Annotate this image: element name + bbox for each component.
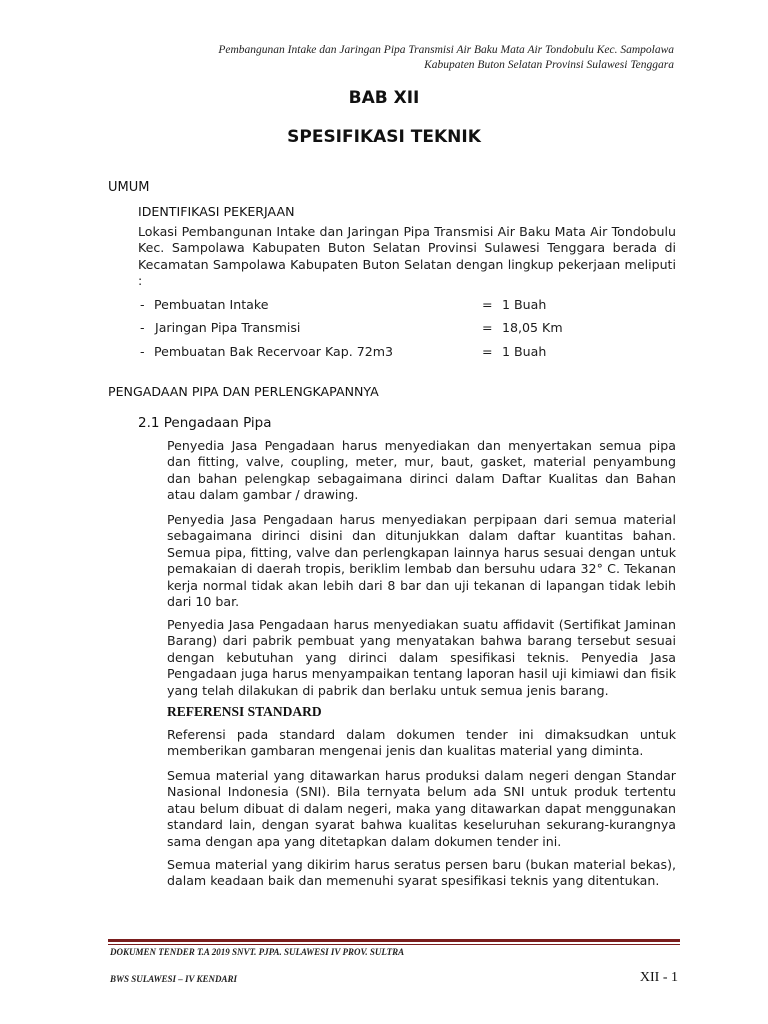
running-header-line-2: Kabupaten Buton Selatan Provinsi Sulawesi Tenggara: [424, 59, 674, 71]
scope-item-value: 1 Buah: [502, 297, 547, 312]
scope-item-label: Pembuatan Bak Recervoar Kap. 72m3: [154, 344, 394, 359]
section-pengadaan-heading: PENGADAAN PIPA DAN PERLENGKAPANNYA: [108, 384, 379, 399]
pengadaan-paragraph-2: Penyedia Jasa Pengadaan harus menyediakan perpipaan dari semua material sebagaimana dirinci disini dan ditunjukkan dalam daftar kuantitas bahan. Semua pipa, fitting, valve dan perlengkapan lainnya harus sesuai dengan untuk pemakaian di daerah tropis, beriklim lembab dan bersuhu udara 32° C. Tekanan kerja normal tidak akan lebih dari 8 bar dan uji tekanan di lapangan tidak lebih dari 10 bar.: [167, 512, 676, 610]
scope-item-value: 1 Buah: [502, 344, 547, 359]
referensi-paragraph-1: Referensi pada standard dalam dokumen tender ini dimaksudkan untuk memberikan gambaran mengenai jenis dan kualitas material yang diminta.: [167, 727, 676, 759]
footer-rule-thin: [108, 944, 680, 945]
referensi-paragraph-2: Semua material yang ditawarkan harus produksi dalam negeri dengan Standar Nasional Indonesia (SNI). Bila ternyata belum ada SNI untuk produk tertentu atau belum dibuat di dalam negeri, maka yang ditawarkan dapat menggunakan standard lain, dengan syarat bahwa kualitas keseluruhan sekurang-kurangnya sama dengan apa yang ditetapkan dalam dokumen tender ini.: [167, 768, 676, 849]
footer-office-line: BWS SULAWESI – IV KENDARI: [110, 974, 238, 984]
equals-sign: =: [482, 344, 493, 359]
referensi-paragraph-3: Semua material yang dikirim harus seratus persen baru (bukan material bekas), dalam keadaan baik dan memenuhi syarat spesifikasi teknis yang ditentukan.: [167, 857, 676, 889]
subsection-identifikasi: IDENTIFIKASI PEKERJAAN: [138, 204, 295, 219]
chapter-number: BAB XII: [348, 88, 420, 108]
list-dash: -: [140, 320, 145, 335]
scope-item-label: Jaringan Pipa Transmisi: [151, 320, 301, 335]
scope-item-value: 18,05 Km: [502, 320, 563, 335]
running-header-line-1: Pembangunan Intake dan Jaringan Pipa Transmisi Air Baku Mata Air Tondobulu Kec. Sampolawa: [218, 44, 674, 56]
section-umum-heading: UMUM: [108, 180, 150, 195]
chapter-title: SPESIFIKASI TEKNIK: [287, 127, 481, 147]
footer-rule-thick: [108, 939, 680, 942]
list-dash: -: [140, 344, 145, 359]
equals-sign: =: [482, 320, 493, 335]
subsection-2-1-heading: 2.1 Pengadaan Pipa: [138, 415, 272, 431]
page-number: XII - 1: [639, 970, 678, 985]
footer-document-line: DOKUMEN TENDER T.A 2019 SNVT. PJPA. SULAWESI IV PROV. SULTRA: [110, 947, 405, 957]
umum-paragraph: Lokasi Pembangunan Intake dan Jaringan Pipa Transmisi Air Baku Mata Air Tondobulu Kec. Sampolawa Kabupaten Buton Selatan Provinsi Sulawesi Tenggara berada di Kecamatan Sampolawa Kabupaten Buton Selatan dengan lingkup pekerjaan meliputi :: [138, 224, 676, 289]
scope-item-label: Pembuatan Intake: [154, 297, 269, 312]
referensi-standard-heading: REFERENSI STANDARD: [167, 704, 322, 719]
list-dash: -: [140, 297, 145, 312]
pengadaan-paragraph-1: Penyedia Jasa Pengadaan harus menyediakan dan menyertakan semua pipa dan fitting, valve, coupling, meter, mur, baut, gasket, material penyambung dan bahan pelengkap sebagaimana dirinci dalam Daftar Kualitas dan Bahan atau dalam gambar / drawing.: [167, 438, 676, 503]
pengadaan-paragraph-3: Penyedia Jasa Pengadaan harus menyediakan suatu affidavit (Sertifikat Jaminan Barang) dari pabrik pembuat yang menyatakan bahwa barang tersebut sesuai dengan kebutuhan yang dirinci dalam spesifikasi teknis. Penyedia Jasa Pengadaan juga harus menyampaikan tentang laporan hasil uji kimiawi dan fisik yang telah dilakukan di pabrik dan berlaku untuk semua jenis barang.: [167, 617, 676, 698]
equals-sign: =: [482, 297, 493, 312]
